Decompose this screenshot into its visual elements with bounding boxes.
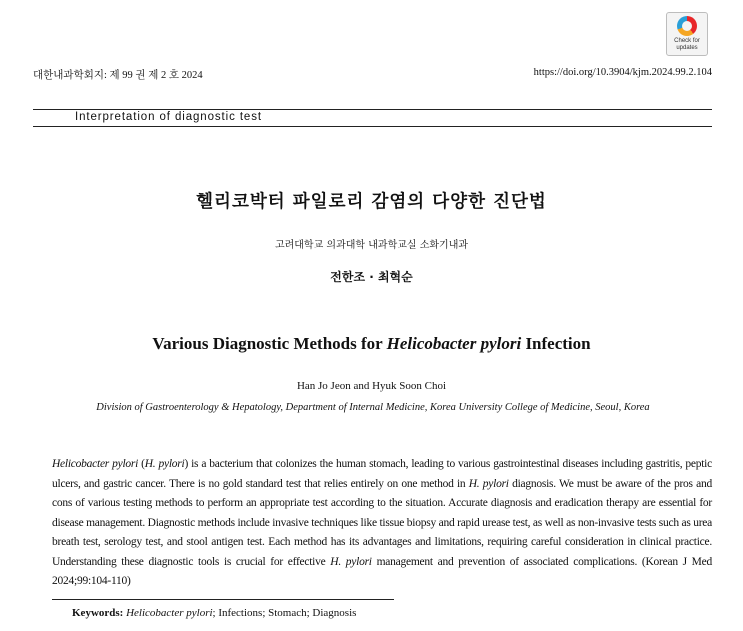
section-divider [33,126,712,127]
doi-link[interactable]: https://doi.org/10.3904/kjm.2024.99.2.104 [533,67,712,78]
abstract-organism-abbrev: H. pylori [144,458,185,470]
abstract-text: ) is a bacterium that colonizes the human stomach, leading to various gastrointestinal diseases including gastritis, peptic ulcers, and gastric cancer. There is no gold standard test that relies entirely on one method in [52,458,712,490]
korean-affiliation: 고려대학교 의과대학 내과학교실 소화기내과 [274,240,469,251]
title-organism: Helicobacter pylori [386,334,522,353]
abstract-organism-abbrev: H. pylori [330,555,372,568]
abstract-organism-abbrev: H. pylori [468,477,509,490]
abstract-text: ( [138,458,145,470]
title-pre: Various Diagnostic Methods for [152,334,387,353]
check-for-updates-badge[interactable] [666,12,708,56]
english-authors: Han Jo Jeon and Hyuk Soon Choi [296,380,447,392]
abstract-text: diagnosis. We must be aware of the pros and cons of various testing methods to perform an appropriate test according to the situation. Accurate diagnosis and eradication therapy are essential for disease management. Diagnostic methods include invasive techniques like tissue biopsy and rapid urease test, as well as non-invasive tests such as urea breath test, serology test, and stool antigen test. Each method has its advantages and limitations, requiring careful consideration in clinical practice. Understanding these diagnostic tools is crucial for effective [52,477,712,568]
keywords-divider [52,599,394,600]
badge-line2: updates [676,44,698,51]
english-affiliation: Division of Gastroenterology & Hepatology, Department of Internal Medicine, Korea University College of Medicine, Seoul, Korea [96,402,650,413]
english-title [0,334,743,354]
header-divider [33,109,712,110]
korean-authors: 전한조 · 최혁순 [330,270,413,284]
journal-citation: 대한내과학회지: 제 99 권 제 2 호 2024 [33,70,203,81]
keyword-organism: Helicobacter pylori [126,607,213,619]
section-label: Interpretation of diagnostic test [75,111,262,123]
abstract-text: management and prevention of associated complications. (Korean J Med 2024;99:104-110) [52,555,713,587]
title-post: Infection [521,334,591,353]
korean-title: 헬리코박터 파일로리 감염의 다양한 진단법 [196,192,547,212]
badge-line1: Check for [674,38,700,44]
abstract-organism: Helicobacter pylori [52,458,139,470]
badge-label [667,38,707,51]
keywords [72,607,356,619]
keywords-label: Keywords: [72,607,124,619]
abstract [52,455,712,592]
crossmark-icon [677,16,697,36]
keywords-rest: ; Infections; Stomach; Diagnosis [212,607,357,619]
